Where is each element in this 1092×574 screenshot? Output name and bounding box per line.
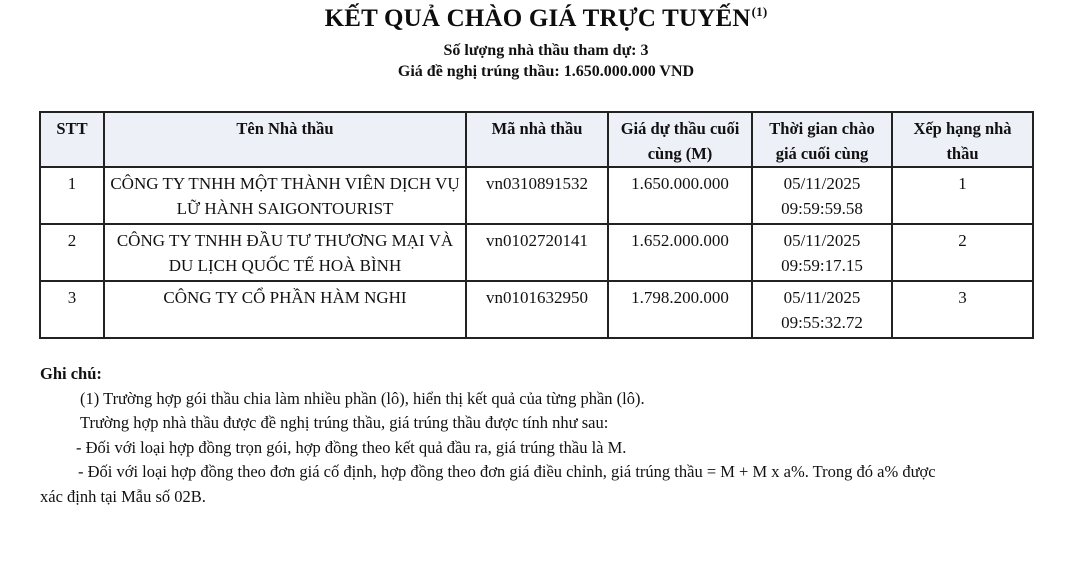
header-final-price: Giá dự thầu cuối cùng (M) <box>608 112 752 167</box>
header-bidder-code: Mã nhà thầu <box>466 112 608 167</box>
table-row <box>40 167 1033 224</box>
cell-bidder-code: vn0310891532 <box>466 167 608 224</box>
cell-date: 05/11/2025 <box>783 288 861 307</box>
bidder-count: Số lượng nhà thầu tham dự: 3 <box>443 42 649 59</box>
note-line: - Đối với loại hợp đồng trọn gói, hợp đồng theo kết quả đầu ra, giá trúng thầu là M. <box>76 437 627 457</box>
proposed-winning-price: Giá đề nghị trúng thầu: 1.650.000.000 VND <box>397 63 695 80</box>
note-line: Trường hợp nhà thầu được đề nghị trúng thầu, giá trúng thầu được tính như sau: <box>80 413 609 432</box>
cell-bidder-name: CÔNG TY TNHH MỘT THÀNH VIÊN DỊCH VỤ LỮ HÀNH SAIGONTOURIST <box>104 167 466 224</box>
cell-rank: 3 <box>892 281 1033 338</box>
cell-final-price: 1.652.000.000 <box>608 224 752 281</box>
note-line: xác định tại Mẫu số 02B. <box>40 486 206 506</box>
header-bidder-name: Tên Nhà thầu <box>104 112 466 167</box>
cell-stt: 3 <box>40 281 104 338</box>
table-row <box>40 281 1033 338</box>
table-header-row <box>40 112 1033 167</box>
cell-date: 05/11/2025 <box>783 231 861 250</box>
cell-final-price: 1.798.200.000 <box>608 281 752 338</box>
cell-final-price: 1.650.000.000 <box>608 167 752 224</box>
notes-heading: Ghi chú: <box>40 364 102 383</box>
cell-rank: 1 <box>892 167 1033 224</box>
cell-final-time <box>752 167 892 224</box>
results-table <box>39 111 1034 339</box>
cell-stt: 2 <box>40 224 104 281</box>
note-line: (1) Trường hợp gói thầu chia làm nhiều phần (lô), hiển thị kết quả của từng phần (lô). <box>80 388 645 408</box>
title-text: KẾT QUẢ CHÀO GIÁ TRỰC TUYẾN <box>324 5 751 32</box>
cell-bidder-name: CÔNG TY CỔ PHẦN HÀM NGHI <box>104 281 466 338</box>
cell-time: 09:59:59.58 <box>781 199 863 218</box>
title-footnote-marker: (1) <box>751 4 768 19</box>
notes-section <box>40 362 1080 509</box>
cell-rank: 2 <box>892 224 1033 281</box>
cell-final-time <box>752 224 892 281</box>
cell-date: 05/11/2025 <box>783 174 861 193</box>
document-title <box>0 4 1092 33</box>
note-line: - Đối với loại hợp đồng theo đơn giá cố định, hợp đồng theo đơn giá điều chỉnh, giá trúng thầu = M + M x a%. Trong đó a% được <box>78 462 936 481</box>
cell-bidder-name: CÔNG TY TNHH ĐẦU TƯ THƯƠNG MẠI VÀ DU LỊCH QUỐC TẾ HOÀ BÌNH <box>104 224 466 281</box>
header-rank: Xếp hạng nhà thầu <box>892 112 1033 167</box>
cell-time: 09:55:32.72 <box>781 313 863 332</box>
cell-final-time <box>752 281 892 338</box>
table-row <box>40 224 1033 281</box>
cell-bidder-code: vn0102720141 <box>466 224 608 281</box>
header-stt: STT <box>40 112 104 167</box>
cell-bidder-code: vn0101632950 <box>466 281 608 338</box>
cell-stt: 1 <box>40 167 104 224</box>
header-final-time: Thời gian chào giá cuối cùng <box>752 112 892 167</box>
cell-time: 09:59:17.15 <box>781 256 863 275</box>
